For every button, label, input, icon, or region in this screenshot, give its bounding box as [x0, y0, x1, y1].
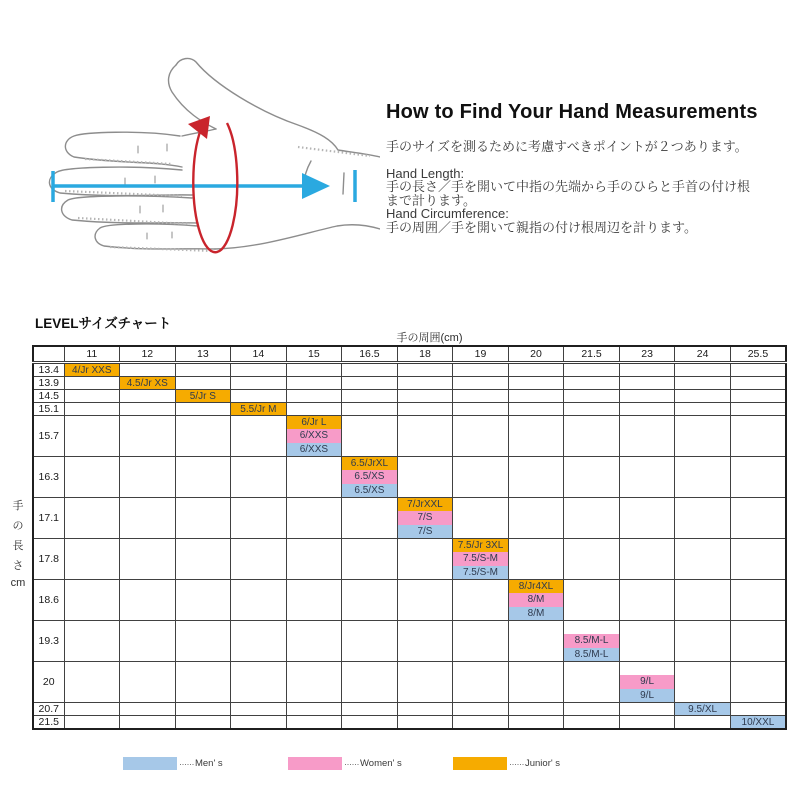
women-size-block: 7.5/S-M: [453, 552, 508, 565]
hand-length-label: 18.6: [33, 580, 64, 621]
size-cell: [397, 416, 453, 457]
size-cell: [342, 662, 398, 703]
size-cell: [397, 390, 453, 403]
table-row: [33, 403, 786, 416]
size-cell: [397, 703, 453, 716]
size-cell: [675, 621, 731, 662]
size-cell: [231, 390, 287, 403]
men-size-block: 6/XXS: [287, 443, 342, 456]
size-cell: [508, 580, 564, 621]
hand-length-label: 17.8: [33, 539, 64, 580]
size-cell: [175, 703, 231, 716]
size-cell: [286, 621, 342, 662]
size-cell: [508, 716, 564, 730]
hand-length-label: 13.9: [33, 377, 64, 390]
size-cell: [342, 403, 398, 416]
size-cell: [342, 621, 398, 662]
hand-length-label: 21.5: [33, 716, 64, 730]
junior-size-block: 4/Jr XXS: [65, 364, 120, 376]
hand-hatching: [65, 147, 370, 251]
size-cell: [619, 621, 675, 662]
size-cell: [508, 457, 564, 498]
junior-size-block: 5.5/Jr M: [231, 403, 286, 415]
size-cell: [120, 403, 176, 416]
size-cell: [231, 703, 287, 716]
size-cell: [342, 498, 398, 539]
hand-length-axis-char: 長: [12, 540, 24, 552]
size-cell: [120, 539, 176, 580]
size-cell: [231, 716, 287, 730]
size-cell: [453, 363, 509, 377]
arrowhead-right: [302, 173, 330, 199]
size-cell: [453, 377, 509, 390]
legend-label: Junior' s: [524, 758, 561, 769]
table-row: [33, 662, 786, 703]
size-cell: [564, 498, 620, 539]
size-cell: [120, 390, 176, 403]
junior-size-block: 6.5/JrXL: [342, 457, 397, 470]
legend-leader-dots: ······: [179, 758, 194, 769]
size-cell: [175, 621, 231, 662]
size-cell: [453, 662, 509, 703]
size-cell: [619, 403, 675, 416]
hand-length-arrow: [53, 170, 355, 202]
hand-length-axis-char: cm: [10, 577, 26, 589]
size-cell: [619, 539, 675, 580]
size-cell: [397, 363, 453, 377]
table-row: [33, 703, 786, 716]
hand-length-axis-char: 手: [12, 500, 24, 512]
table-row: [33, 390, 786, 403]
size-cell: [342, 716, 398, 730]
legend-leader-dots: ······: [344, 758, 359, 769]
size-cell: [619, 377, 675, 390]
size-cell: [397, 498, 453, 539]
size-cell: [730, 377, 786, 390]
size-cell: [675, 377, 731, 390]
circumference-header-cell: 14: [231, 346, 287, 363]
size-cell: [286, 416, 342, 457]
size-cell: [564, 416, 620, 457]
men-size-block: 8/M: [509, 607, 564, 620]
size-cell: [675, 390, 731, 403]
hand-length-label: 20.7: [33, 703, 64, 716]
men-size-block: 10/XXL: [731, 716, 785, 728]
size-cell: [730, 363, 786, 377]
size-cell: [64, 703, 120, 716]
table-row: [33, 539, 786, 580]
size-cell: [675, 416, 731, 457]
size-cell: [730, 621, 786, 662]
size-cell: [508, 363, 564, 377]
size-cell: [342, 703, 398, 716]
size-cell: [120, 580, 176, 621]
size-cell: [453, 416, 509, 457]
size-cell: [564, 457, 620, 498]
circumference-header-cell: 23: [619, 346, 675, 363]
size-cell: [231, 662, 287, 703]
women-size-block: 6.5/XS: [342, 470, 397, 483]
size-cell: [564, 716, 620, 730]
size-cell: [675, 457, 731, 498]
size-cell: [120, 498, 176, 539]
size-cell: [730, 403, 786, 416]
hand-length-label: 17.1: [33, 498, 64, 539]
junior-color-swatch: [453, 757, 507, 770]
size-cell: [619, 363, 675, 377]
instructions-block: [386, 100, 790, 234]
size-cell: [231, 457, 287, 498]
size-cell: [175, 580, 231, 621]
size-cell: [453, 457, 509, 498]
hand-length-axis-label: [6, 497, 30, 589]
size-cell: [730, 457, 786, 498]
hand-length-text-1: 手の長さ／手を開いて中指の先端から手のひらと手首の付け根: [386, 179, 751, 194]
legend-item-women: [288, 756, 402, 771]
size-cell: [730, 580, 786, 621]
size-cell: [397, 621, 453, 662]
size-cell: [286, 662, 342, 703]
size-cell: [120, 457, 176, 498]
size-cell: [453, 716, 509, 730]
men-size-block: 7/S: [398, 525, 453, 538]
size-cell: [564, 539, 620, 580]
size-cell: [564, 363, 620, 377]
size-cell: [231, 580, 287, 621]
size-cell: [175, 457, 231, 498]
junior-size-block: 7/JrXXL: [398, 498, 453, 511]
size-cell: [397, 580, 453, 621]
hand-outline: [49, 58, 380, 249]
chart-title: LEVELサイズチャート: [35, 316, 172, 331]
size-cell: [231, 416, 287, 457]
size-cell: [286, 363, 342, 377]
table-row: [33, 498, 786, 539]
size-cell: [342, 580, 398, 621]
table-row: [33, 716, 786, 730]
circumference-axis-label: 手の周囲(cm): [396, 332, 463, 344]
size-cell: [730, 716, 786, 730]
circumference-header-cell: 12: [120, 346, 176, 363]
size-cell: [231, 403, 287, 416]
hand-length-label: 20: [33, 662, 64, 703]
circumference-header-cell: 11: [64, 346, 120, 363]
women-size-block: 8/M: [509, 593, 564, 606]
table-row: [33, 580, 786, 621]
size-cell: [120, 363, 176, 377]
size-cell: [64, 457, 120, 498]
size-cell: [175, 403, 231, 416]
size-cell: [619, 662, 675, 703]
size-cell: [175, 662, 231, 703]
circumference-header-cell: 21.5: [564, 346, 620, 363]
size-cell: [675, 716, 731, 730]
table-row: [33, 621, 786, 662]
size-cell: [286, 716, 342, 730]
size-cell: [508, 403, 564, 416]
hand-circumference-arrow: [188, 116, 237, 252]
size-cell: [508, 416, 564, 457]
women-size-block: 7/S: [398, 511, 453, 524]
size-cell: [64, 403, 120, 416]
women-size-block: 8.5/M-L: [564, 634, 619, 647]
size-cell: [397, 539, 453, 580]
size-cell: [453, 403, 509, 416]
size-cell: [508, 621, 564, 662]
hand-length-axis-char: さ: [12, 560, 24, 572]
size-cell: [120, 416, 176, 457]
size-cell: [453, 539, 509, 580]
size-cell: [619, 416, 675, 457]
size-cell: [508, 390, 564, 403]
size-cell: [120, 703, 176, 716]
size-cell: [619, 390, 675, 403]
hand-length-label: 15.1: [33, 403, 64, 416]
hand-length-label: 14.5: [33, 390, 64, 403]
size-cell: [64, 390, 120, 403]
size-cell: [730, 539, 786, 580]
size-cell: [508, 662, 564, 703]
size-cell: [120, 621, 176, 662]
size-cell: [175, 498, 231, 539]
size-cell: [397, 377, 453, 390]
legend-leader-dots: ······: [509, 758, 524, 769]
table-row: [33, 457, 786, 498]
size-cell: [619, 703, 675, 716]
size-cell: [342, 539, 398, 580]
circumference-header-cell: 18: [397, 346, 453, 363]
hand-length-label: 15.7: [33, 416, 64, 457]
size-cell: [64, 498, 120, 539]
junior-size-block: 6/Jr L: [287, 416, 342, 429]
size-cell: [730, 498, 786, 539]
size-cell: [175, 716, 231, 730]
size-table-body: [33, 363, 786, 730]
size-cell: [730, 416, 786, 457]
legend-label: Men' s: [194, 758, 223, 769]
size-cell: [286, 377, 342, 390]
junior-size-block: 5/Jr S: [176, 390, 231, 402]
size-table-header-row: [33, 346, 786, 363]
size-cell: [564, 390, 620, 403]
size-cell: [675, 403, 731, 416]
size-cell: [231, 498, 287, 539]
circumference-header-cell: 20: [508, 346, 564, 363]
table-row: [33, 363, 786, 377]
legend-item-junior: [453, 756, 560, 771]
size-cell: [619, 716, 675, 730]
size-cell: [453, 390, 509, 403]
size-cell: [286, 403, 342, 416]
size-cell: [619, 580, 675, 621]
circumference-header-cell: 16.5: [342, 346, 398, 363]
size-cell: [675, 580, 731, 621]
size-cell: [453, 621, 509, 662]
size-cell: [175, 539, 231, 580]
women-size-block: 9/L: [620, 675, 675, 688]
size-cell: [508, 377, 564, 390]
junior-size-block: 7.5/Jr 3XL: [453, 539, 508, 552]
circumference-header-cell: 15: [286, 346, 342, 363]
hand-circumference-text: 手の周囲／手を開いて親指の付け根周辺を計ります。: [386, 219, 697, 235]
size-cell: [397, 716, 453, 730]
size-cell: [730, 390, 786, 403]
size-cell: [675, 703, 731, 716]
size-cell: [564, 403, 620, 416]
size-cell: [675, 498, 731, 539]
size-chart-table: [32, 345, 787, 730]
hand-length-heading: Hand Length:: [386, 165, 465, 181]
size-cell: [231, 377, 287, 390]
size-cell: [342, 363, 398, 377]
circumference-header-cell: 25.5: [730, 346, 786, 363]
size-cell: [64, 363, 120, 377]
size-cell: [619, 457, 675, 498]
size-cell: [397, 662, 453, 703]
size-cell: [453, 580, 509, 621]
table-row: [33, 416, 786, 457]
size-cell: [175, 416, 231, 457]
hand-length-label: 19.3: [33, 621, 64, 662]
women-color-swatch: [288, 757, 342, 770]
circumference-header-cell: 24: [675, 346, 731, 363]
size-cell: [342, 390, 398, 403]
size-cell: [231, 539, 287, 580]
size-cell: [453, 498, 509, 539]
size-cell: [730, 662, 786, 703]
hand-circumference-heading: Hand Circumference:: [386, 206, 509, 221]
legend-label: Women' s: [359, 758, 402, 769]
size-cell: [508, 703, 564, 716]
size-cell: [64, 716, 120, 730]
size-cell: [564, 580, 620, 621]
size-cell: [64, 377, 120, 390]
hand-length-text-2: まで計ります。: [386, 192, 476, 208]
size-cell: [342, 416, 398, 457]
men-size-block: 7.5/S-M: [453, 566, 508, 579]
size-cell: [120, 662, 176, 703]
hand-length-axis-char: の: [12, 520, 24, 532]
size-cell: [120, 377, 176, 390]
size-cell: [120, 716, 176, 730]
men-size-block: 9.5/XL: [675, 703, 730, 715]
men-color-swatch: [123, 757, 177, 770]
size-cell: [64, 580, 120, 621]
instructions-title: How to Find Your Hand Measurements: [386, 101, 758, 123]
size-cell: [564, 377, 620, 390]
size-cell: [453, 703, 509, 716]
hand-length-label: 13.4: [33, 363, 64, 377]
hand-measurement-figure: [30, 40, 380, 270]
size-cell: [342, 377, 398, 390]
size-cell: [286, 580, 342, 621]
junior-size-block: 8/Jr4XL: [509, 580, 564, 593]
hand-length-label: 16.3: [33, 457, 64, 498]
size-cell: [397, 457, 453, 498]
header-corner-cell: [33, 346, 64, 363]
size-cell: [64, 416, 120, 457]
size-cell: [231, 621, 287, 662]
size-cell: [286, 457, 342, 498]
circumference-header-cell: 19: [453, 346, 509, 363]
size-cell: [175, 363, 231, 377]
size-cell: [564, 621, 620, 662]
instructions-intro: 手のサイズを測るために考慮すべきポイントが２つあります。: [386, 139, 748, 154]
size-cell: [286, 539, 342, 580]
size-cell: [342, 457, 398, 498]
size-cell: [286, 703, 342, 716]
circumference-header-cell: 13: [175, 346, 231, 363]
size-cell: [175, 390, 231, 403]
size-cell: [175, 377, 231, 390]
women-size-block: 6/XXS: [287, 429, 342, 442]
size-cell: [286, 390, 342, 403]
junior-size-block: 4.5/Jr XS: [120, 377, 175, 389]
size-cell: [675, 662, 731, 703]
legend-item-men: [123, 756, 223, 771]
size-cell: [286, 498, 342, 539]
size-cell: [564, 662, 620, 703]
size-cell: [508, 539, 564, 580]
size-cell: [564, 703, 620, 716]
table-row: [33, 377, 786, 390]
men-size-block: 6.5/XS: [342, 484, 397, 497]
size-cell: [619, 498, 675, 539]
size-cell: [675, 363, 731, 377]
size-cell: [508, 498, 564, 539]
men-size-block: 8.5/M-L: [564, 648, 619, 661]
size-cell: [231, 363, 287, 377]
size-cell: [64, 539, 120, 580]
men-size-block: 9/L: [620, 689, 675, 702]
size-cell: [64, 662, 120, 703]
size-cell: [64, 621, 120, 662]
size-cell: [730, 703, 786, 716]
size-cell: [397, 403, 453, 416]
size-cell: [675, 539, 731, 580]
